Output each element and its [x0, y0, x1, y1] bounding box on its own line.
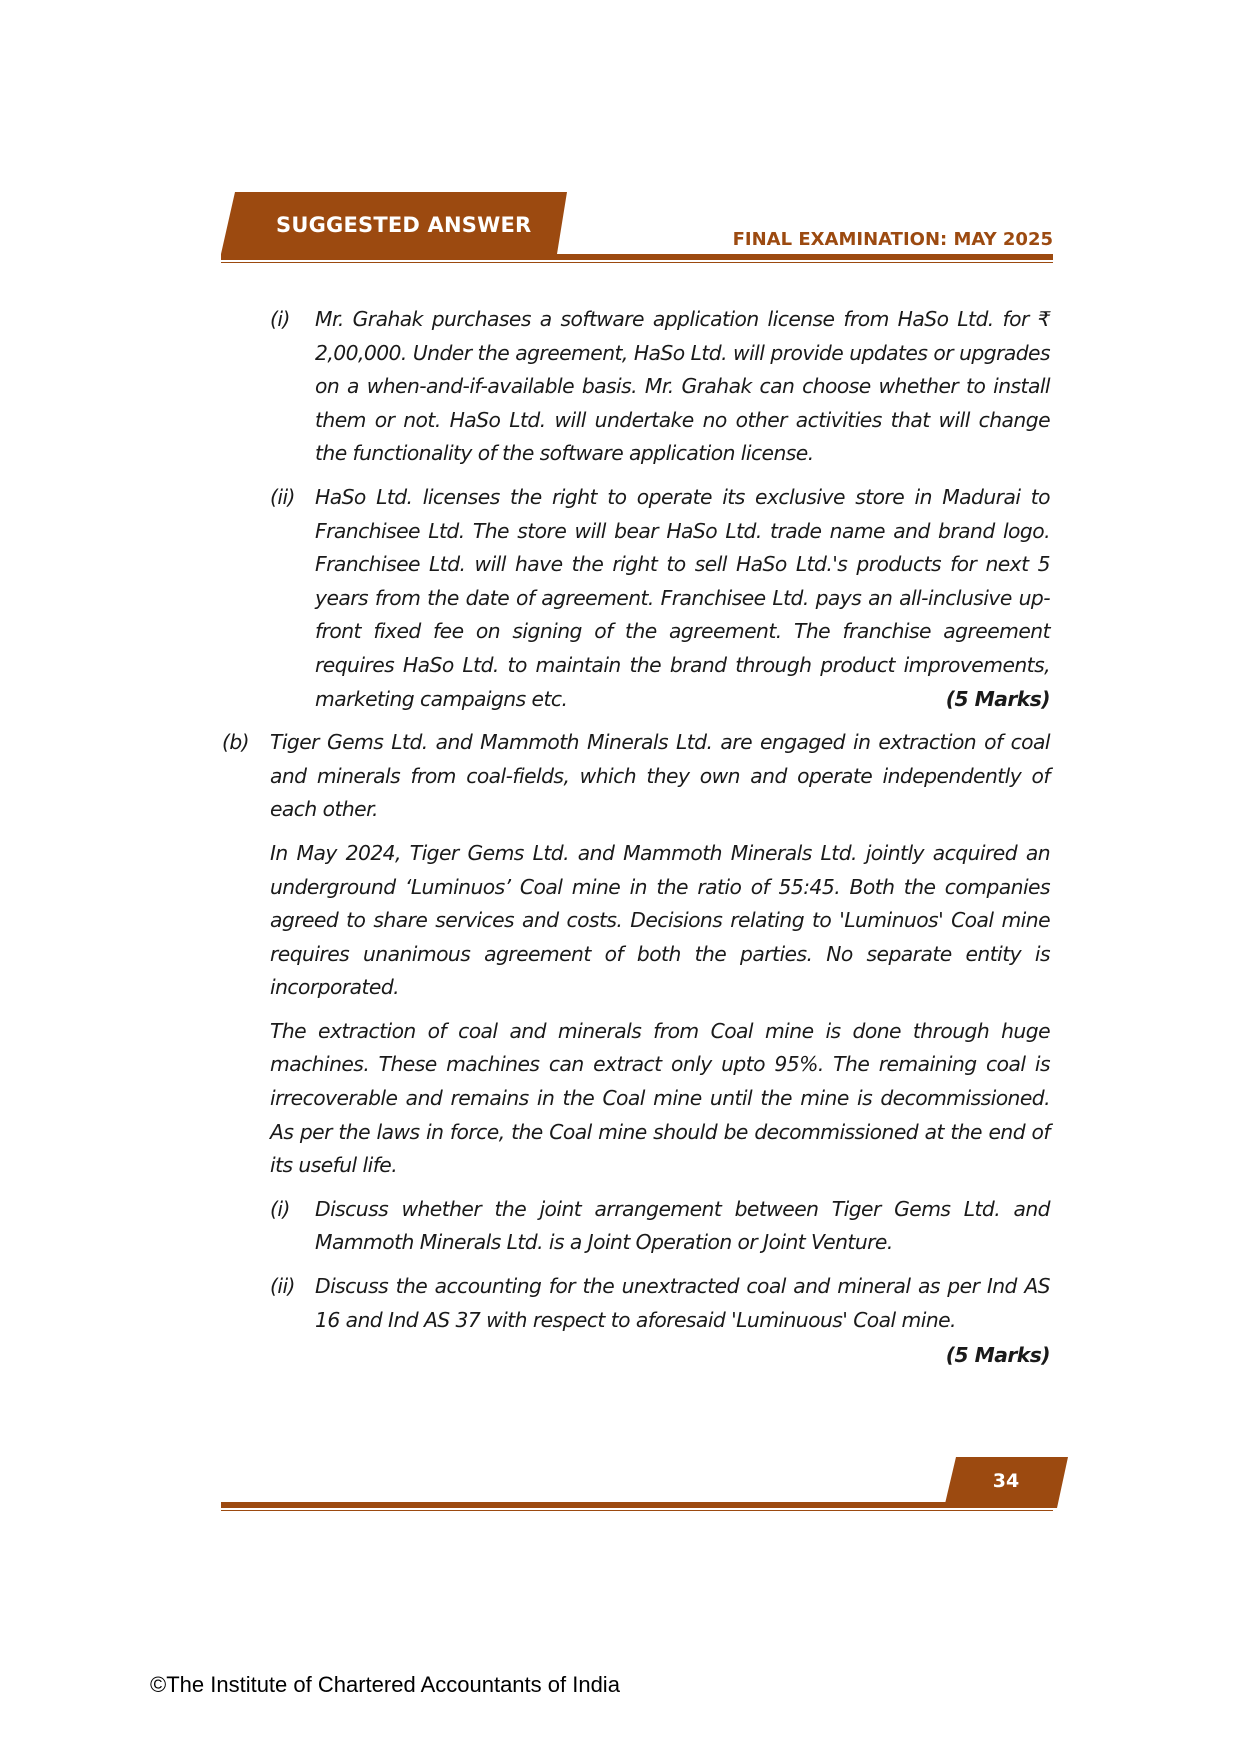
question-b-intro-text: Tiger Gems Ltd. and Mammoth Minerals Ltd. are engaged in extraction of coal and minerals from coal-fields, which they own and operate independently of each other.	[270, 730, 1050, 822]
item-marker: (i)	[270, 307, 290, 331]
question-content	[222, 303, 1050, 1373]
question-b-paragraph-2	[222, 1015, 1050, 1183]
question-b-intro	[222, 726, 1050, 827]
copyright-notice: ©The Institute of Chartered Accountants of India	[150, 1672, 620, 1697]
item-text: Discuss the accounting for the unextracted coal and mineral as per Ind AS 16 and Ind AS 37 with respect to aforesaid 'Luminuous' Coal mine.	[315, 1274, 1050, 1332]
footer-rule-thin	[221, 1510, 1053, 1511]
question-a-item-2	[222, 481, 1050, 716]
item-marker: (ii)	[270, 1274, 295, 1299]
header-rule	[221, 254, 1053, 260]
marks-label: (5 Marks)	[945, 686, 1050, 711]
paragraph-text: The extraction of coal and minerals from Coal mine is done through huge machines. These machines can extract only upto 95%. The remaining coal is irrecoverable and remains in the Coal mine until the mine is decommissioned. As per the laws in force, the Coal mine should be decommissioned at the end of its useful life.	[270, 1018, 1050, 1178]
marks-label: (5 Marks)	[945, 1343, 1050, 1368]
paragraph-text: In May 2024, Tiger Gems Ltd. and Mammoth Minerals Ltd. jointly acquired an underground ‘Luminuos’ Coal mine in the ratio of 55:45. Both the companies agreed to share services and costs. Decisions relating to 'Luminuos' Coal mine requires unanimous agreement of both the parties. No separate entity is incorporated.	[270, 840, 1050, 1000]
question-b-paragraph-1	[222, 837, 1050, 1005]
question-a-item-1	[222, 303, 1050, 471]
question-b-item-2	[222, 1270, 1050, 1337]
item-text: Discuss whether the joint arrangement between Tiger Gems Ltd. and Mammoth Minerals Ltd. is a Joint Operation or Joint Venture.	[315, 1196, 1050, 1255]
footer-rule	[221, 1502, 1053, 1508]
question-b-item-1	[222, 1193, 1050, 1260]
item-marker: (ii)	[270, 484, 295, 509]
item-text: HaSo Ltd. licenses the right to operate its exclusive store in Madurai to Franchisee Ltd. The store will bear HaSo Ltd. trade name and brand logo. Franchisee Ltd. will have the right to sell HaSo Ltd.'s products for next 5 years from the date of agreement. Franchisee Ltd. pays an all-inclusive up-front fixed fee on signing of the agreement. The franchise agreement requires HaSo Ltd. to maintain the brand through product improvements, marketing campaigns etc.	[315, 484, 1050, 711]
header-rule-thin	[221, 262, 1053, 263]
question-marker: (b)	[222, 730, 250, 755]
item-text: Mr. Grahak purchases a software application license from HaSo Ltd. for ₹ 2,00,000. Under the agreement, HaSo Ltd. will provide updates or upgrades on a when-and-if-available basis. Mr. Grahak can choose whether to install them or not. HaSo Ltd. will undertake no other activities that will change the functionality of the software application license.	[315, 307, 1050, 466]
item-marker: (i)	[270, 1196, 290, 1221]
exam-title: FINAL EXAMINATION: MAY 2025	[732, 229, 1053, 250]
page-number: 34	[992, 1470, 1020, 1492]
header-tab-label: SUGGESTED ANSWER	[276, 213, 532, 237]
